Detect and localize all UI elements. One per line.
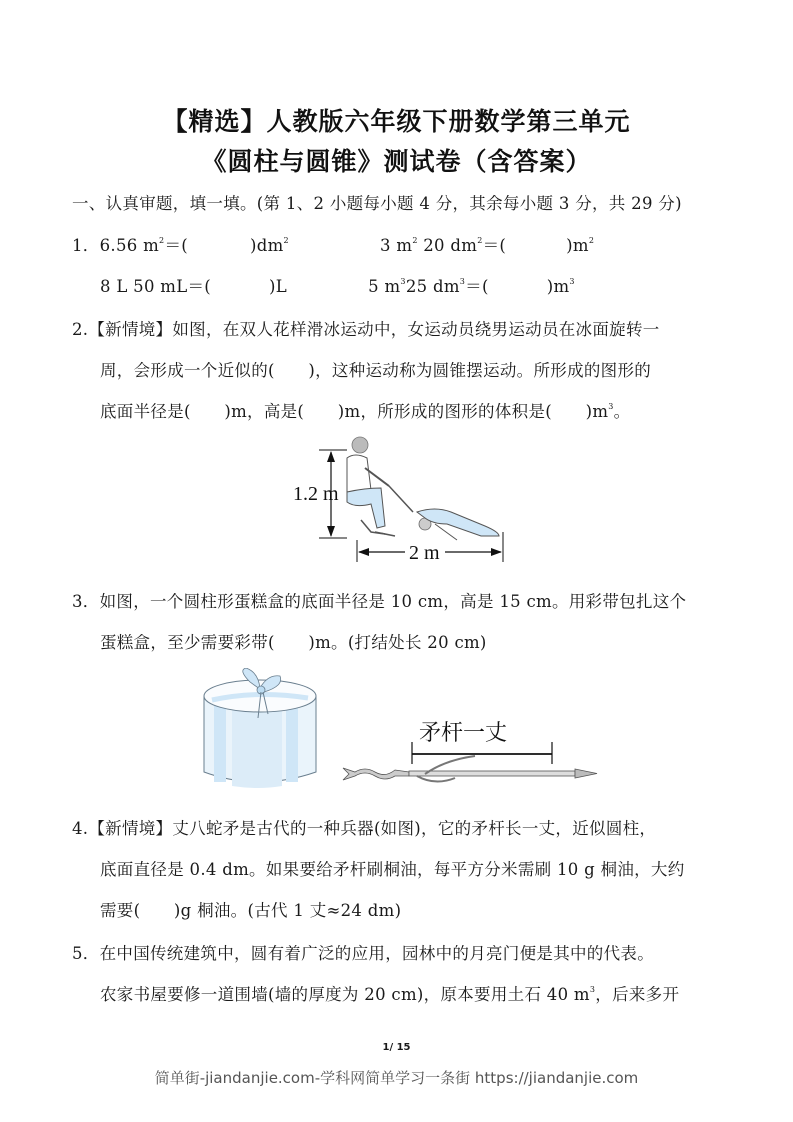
question-3-line1: 3．如图，一个圆柱形蛋糕盒的底面半径是 10 cm，高是 15 cm。用彩带包扎这个 (72, 592, 687, 611)
question-5-line2: 农家书屋要修一道围墙(墙的厚度为 20 cm)，原本要用土石 40 $m^3$，后来多开 (100, 985, 680, 1004)
question-2-line1: 2.【新情境】如图，在双人花样滑冰运动中，女运动员绕男运动员在冰面旋转一 (72, 320, 660, 339)
document-title-line1: 【精选】人教版六年级下册数学第三单元 (162, 107, 631, 136)
question-4-line2: 底面直径是 0.4 dm。如果要给矛杆刷桐油，每平方分米需刷 10 g 桐油，大约 (100, 860, 685, 879)
page-number: 1/ 15 (382, 1042, 411, 1053)
spear-length-label: 矛杆一丈 (419, 721, 508, 746)
question-number: 1． (72, 236, 100, 255)
section1-heading: 一、认真审题，填一填。(第 1、2 小题每小题 4 分，其余每小题 3 分，共 29 分) (72, 194, 682, 213)
question-3-line2: 蛋糕盒，至少需要彩带( )m。(打结处长 20 cm) (100, 633, 487, 652)
footer-watermark: 简单街-jiandanjie.com-学科网简单学习一条街 https://jiandanjie.com (154, 1069, 639, 1087)
question-4-line3: 需要( )g 桐油。(古代 1 丈≈24 dm) (100, 901, 402, 920)
question-1-row1: 1．6.56 $m^2=$( )$dm^2$ 3 $m^2$ 20 $dm^2=$( )$m^2$ (72, 236, 595, 255)
question-2-line2: 周，会形成一个近似的( )，这种运动称为圆锥摆运动。所形成的图形的 (100, 361, 652, 380)
question-2-line3: 底面半径是( )m，高是( )m，所形成的图形的体积是( )$m^3$。 (100, 402, 631, 421)
question-1-row2: 8 L 50 mL＝( )L 5 $m^325$ $dm^3=$( )$m^3$ (100, 277, 575, 296)
spear-illustration (335, 712, 605, 784)
height-label: 1.2 m (293, 483, 339, 505)
document-title-line2: 《圆柱与圆锥》测试卷（含答案） (201, 147, 592, 176)
question-4-line1: 4.【新情境】丈八蛇矛是古代的一种兵器(如图)，它的矛杆长一丈，近似圆柱， (72, 819, 657, 838)
figure-skating-illustration (285, 428, 515, 568)
cake-box-illustration (198, 668, 323, 793)
question-5-line1: 5．在中国传统建筑中，圆有着广泛的应用，园林中的月亮门便是其中的代表。 (72, 944, 654, 963)
width-label: 2 m (409, 542, 440, 564)
